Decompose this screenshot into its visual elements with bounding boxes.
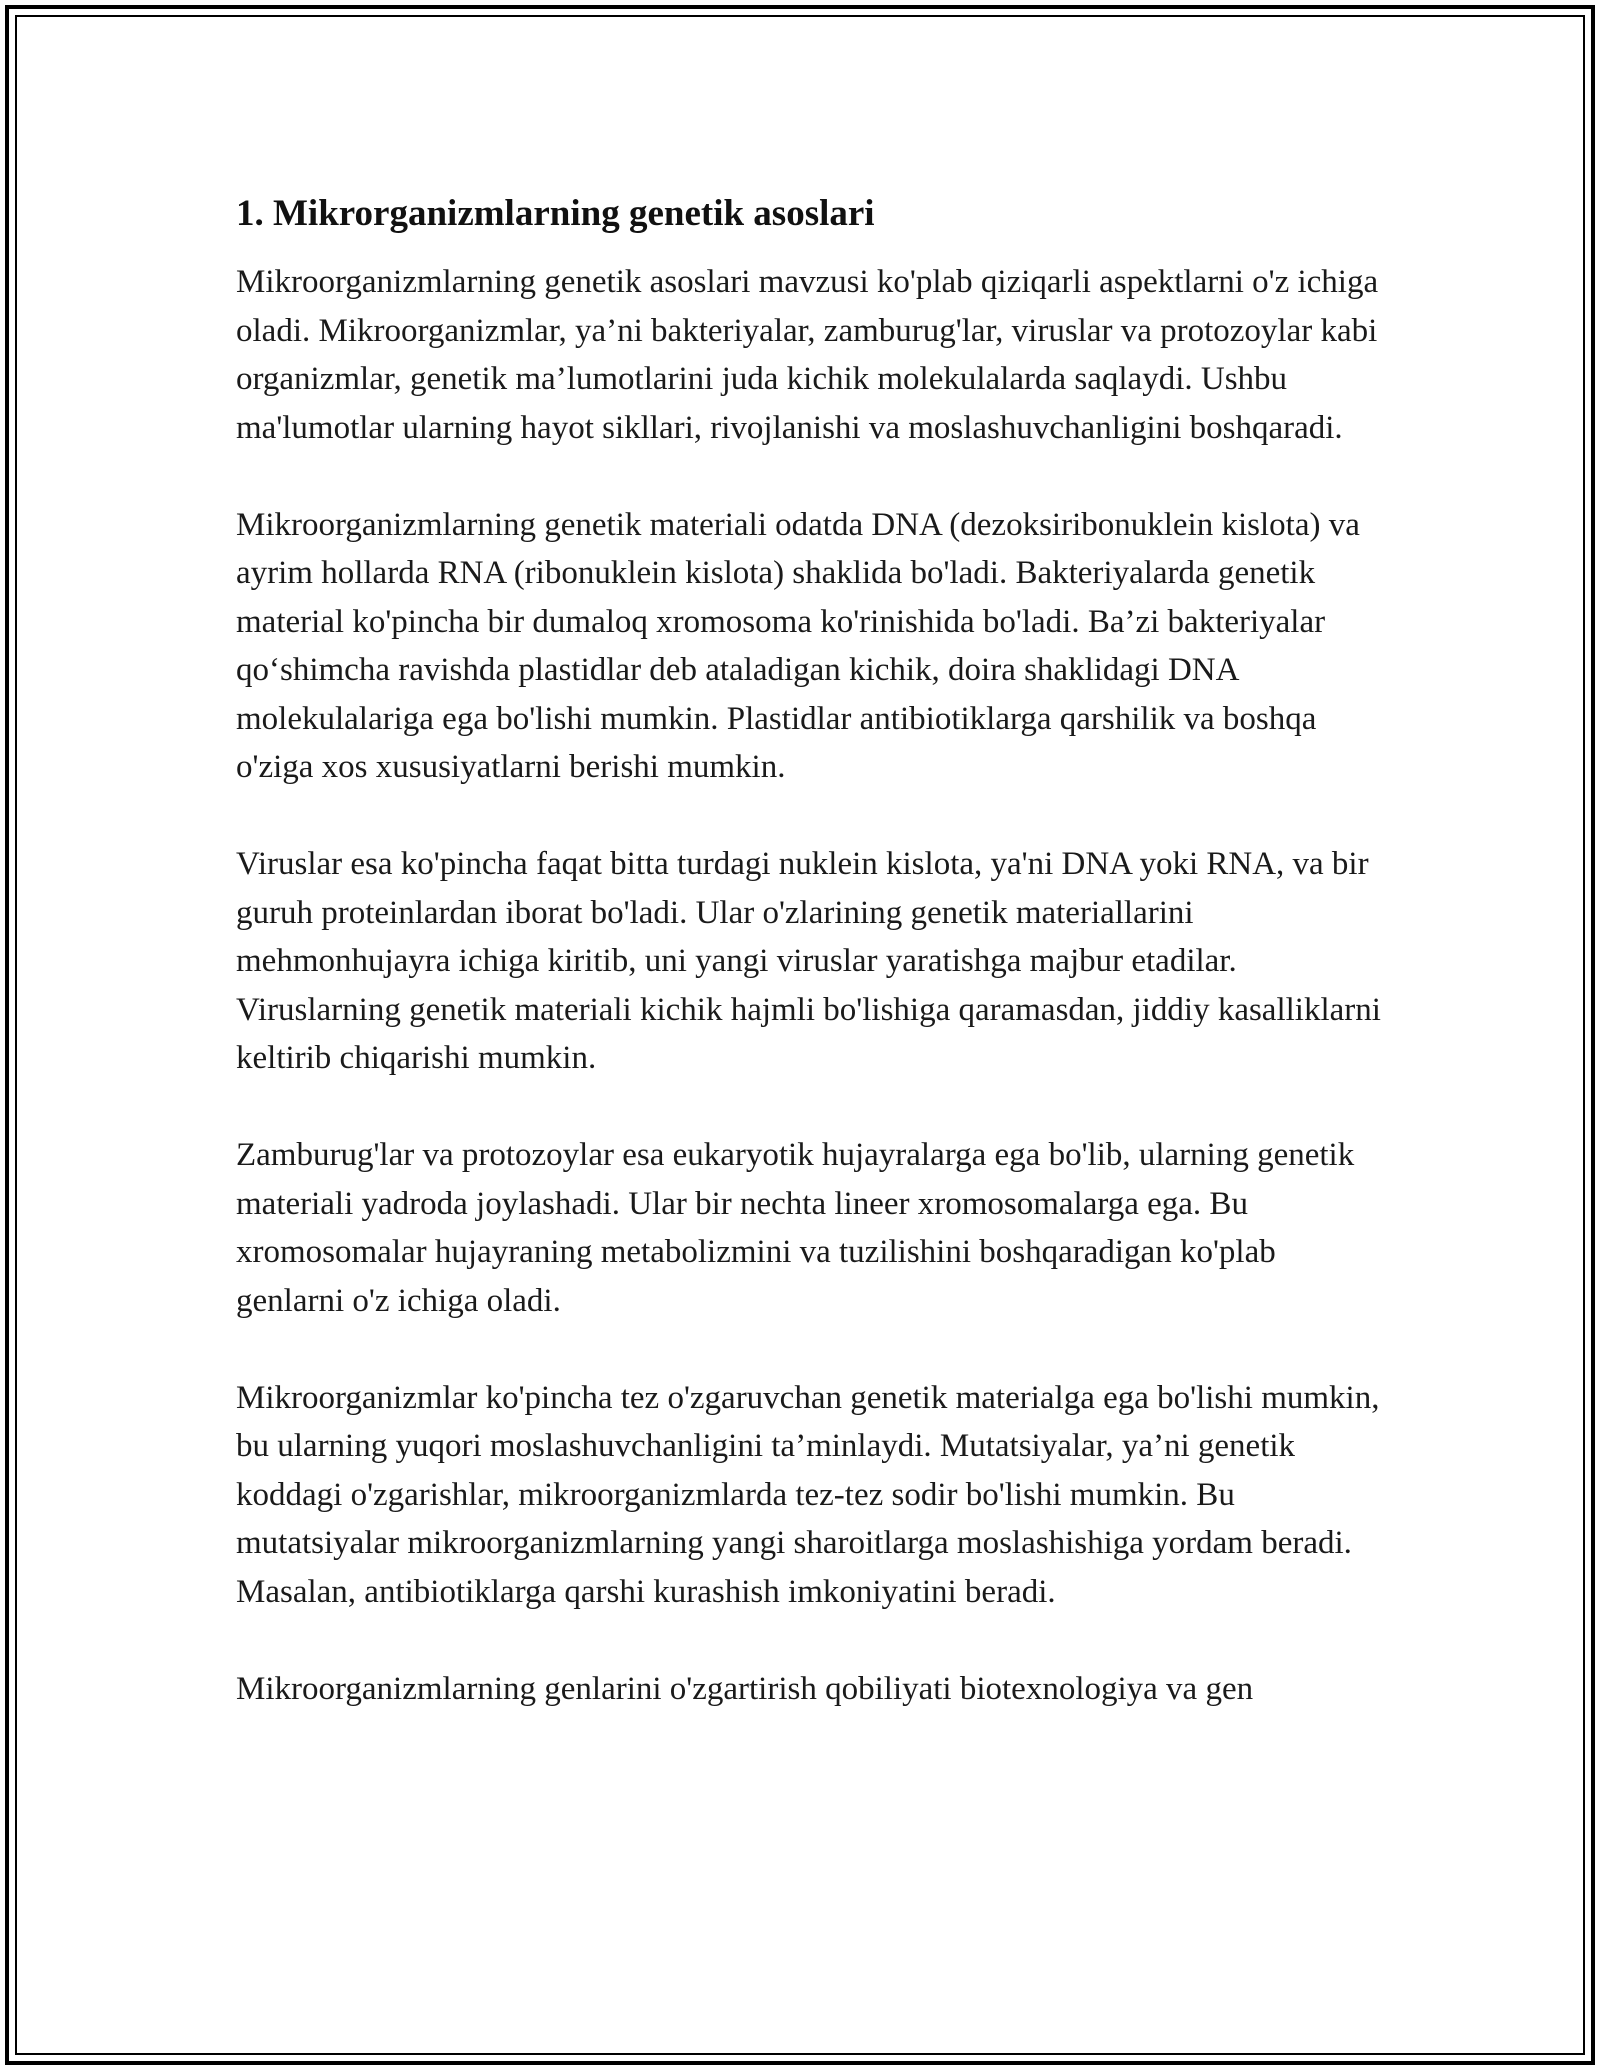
paragraph-biotechnology: Mikroorganizmlarning genlarini o'zgartirish qobiliyati biotexnologiya va gen xyxy=(236,1670,1254,1707)
paragraph-genetic-material: Mikroorganizmlarning genetik materiali odatda DNA (dezoksiribonuklein kislota) va ayrim hollarda RNA (ribonuklein kislota) shaklida bo'ladi. Bakteriyalarda genetik material ko'pincha bir dumaloq xromosoma ko'rinishida bo'ladi. Ba’zi bakteriyalar qo‘shimcha ravishda plastidlar deb ataladigan kichik, doira shaklidagi DNA molekulalariga ega bo'lishi mumkin. Plastidlar antibiotiklarga qarshilik va boshqa o'ziga xos xususiyatlarni berishi mumkin. xyxy=(236,506,1360,785)
document-body xyxy=(236,190,1386,1713)
paragraph-viruses: Viruslar esa ko'pincha faqat bitta turdagi nuklein kislota, ya'ni DNA yoki RNA, va bir guruh proteinlardan iborat bo'ladi. Ular o'zlarining genetik materiallarini mehmonhujayra ichiga kiritib, uni yangi viruslar yaratishga majbur etadilar. Viruslarning genetik materiali kichik hajmli bo'lishiga qaramasdan, jiddiy kasalliklarni keltirib chiqarishi mumkin. xyxy=(236,846,1381,1076)
paragraph-mutations: Mikroorganizmlar ko'pincha tez o'zgaruvchan genetik materialga ega bo'lishi mumkin, bu ularning yuqori moslashuvchanligini ta’minlaydi. Mutatsiyalar, ya’ni genetik koddagi o'zgarishlar, mikroorganizmlarda tez-tez sodir bo'lishi mumkin. Bu mutatsiyalar mikroorganizmlarning yangi sharoitlarga moslashishiga yordam beradi. Masalan, antibiotiklarga qarshi kurashish imkoniyatini beradi. xyxy=(236,1379,1380,1610)
paragraph-intro: Mikroorganizmlarning genetik asoslari mavzusi ko'plab qiziqarli aspektlarni o'z ichiga oladi. Mikroorganizmlar, ya’ni bakteriyalar, zamburug'lar, viruslar va protozoylar kabi organizmlar, genetik ma’lumotlarini juda kichik molekulalarda saqlaydi. Ushbu ma'lumotlar ularning hayot sikllari, rivojlanishi va moslashuvchanligini boshqaradi. xyxy=(236,264,1379,446)
section-heading: 1. Mikrorganizmlarning genetik asoslari xyxy=(236,193,875,234)
paragraph-fungi-protozoa: Zamburug'lar va protozoylar esa eukaryotik hujayralarga ega bo'lib, ularning genetik materiali yadroda joylashadi. Ular bir nechta lineer xromosomalarga ega. Bu xromosomalar hujayraning metabolizmini va tuzilishini boshqaradigan ko'plab genlarni o'z ichiga oladi. xyxy=(236,1137,1355,1319)
